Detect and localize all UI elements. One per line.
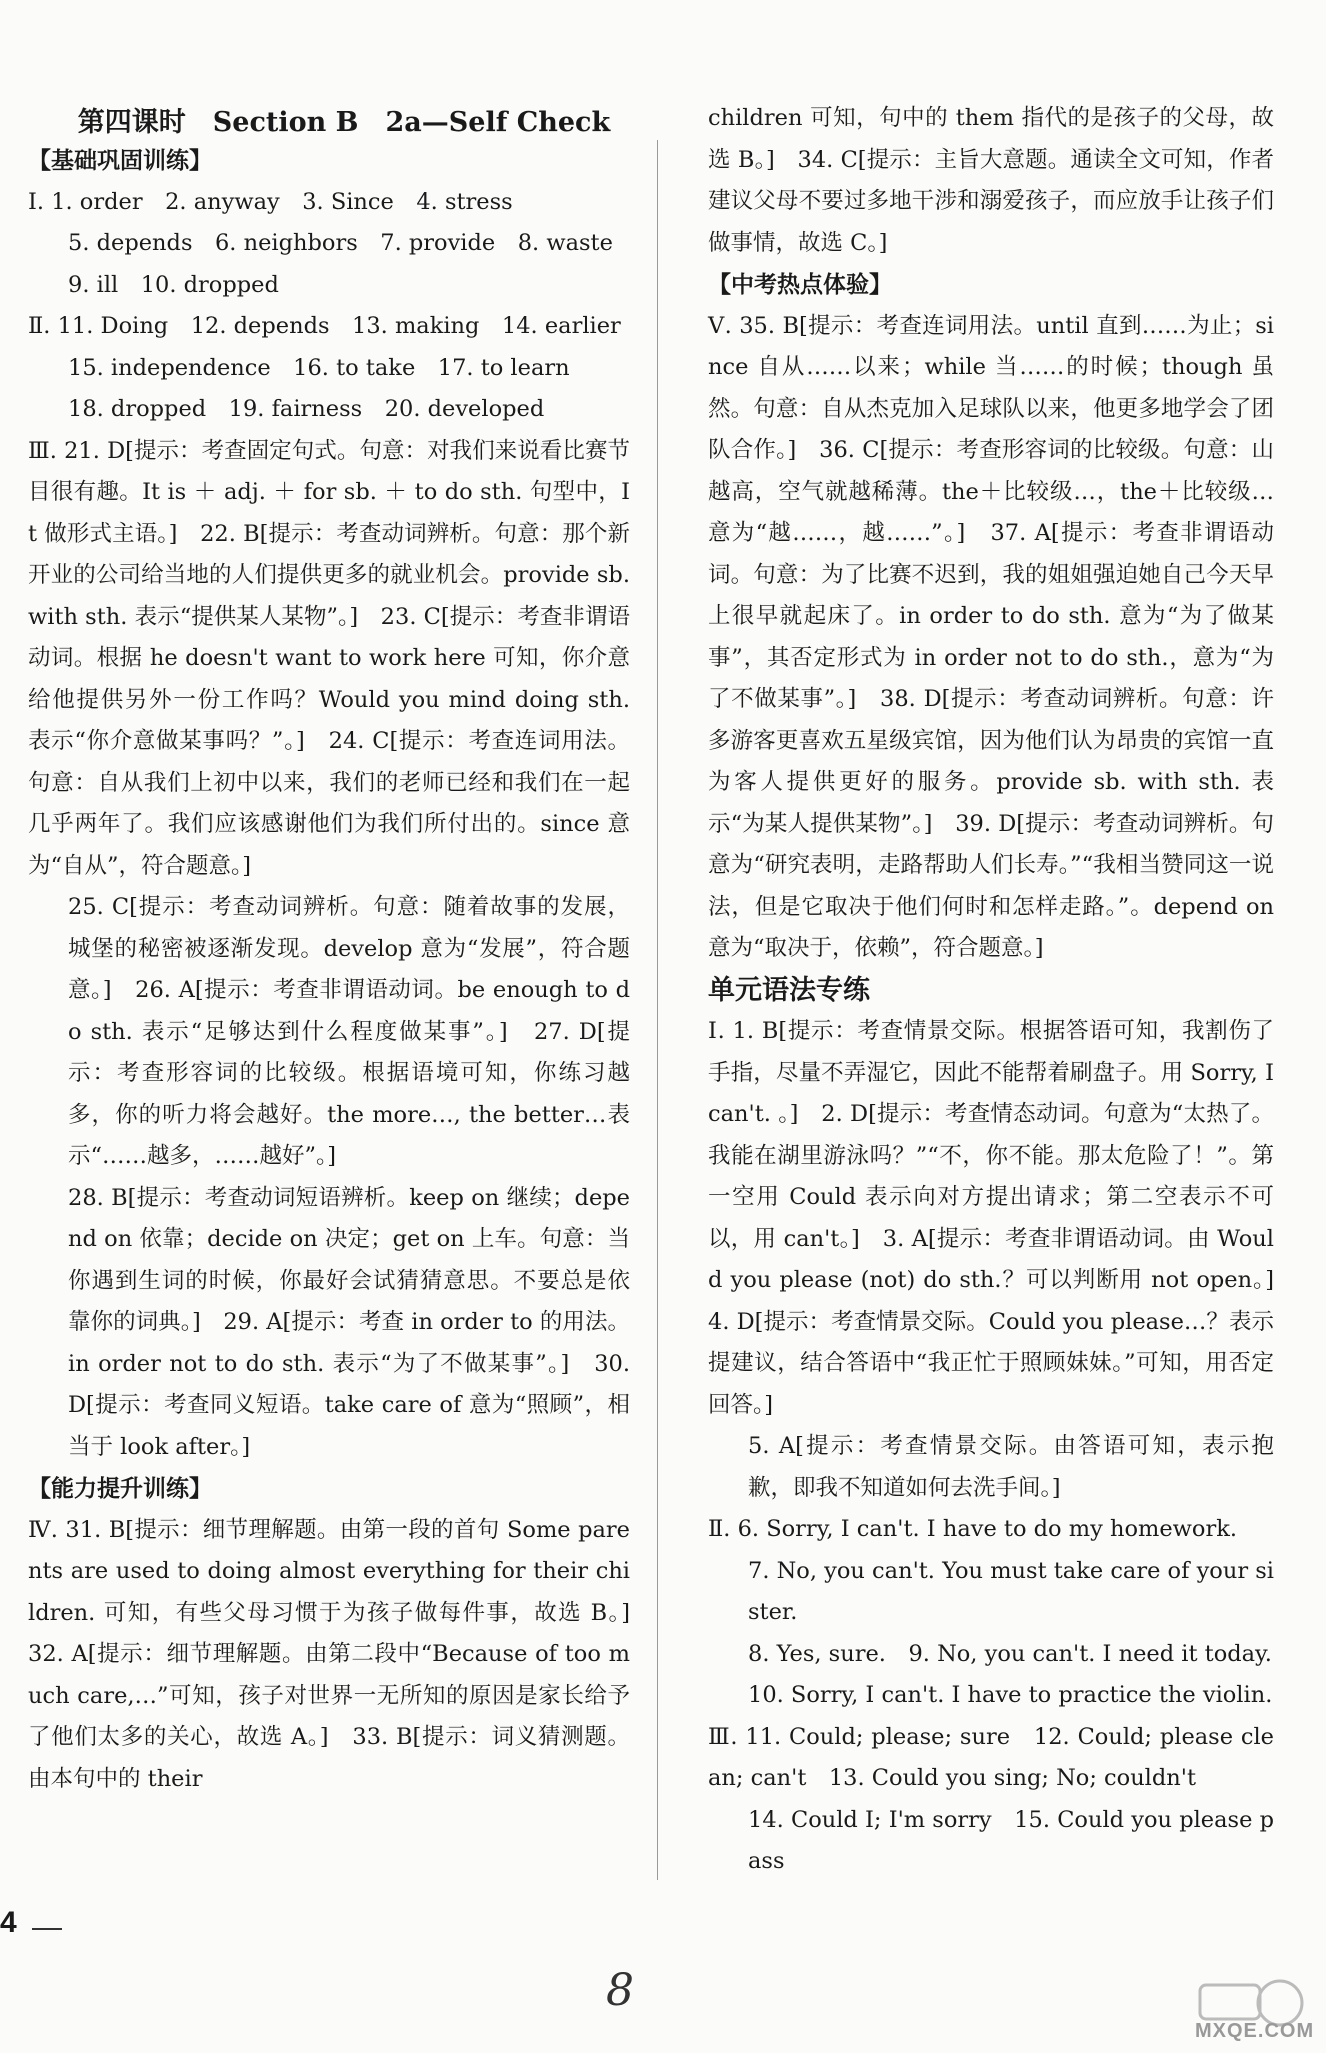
right-column	[708, 98, 1297, 1883]
answer-paragraph: 25. C[提示：考查动词辨析。句意：随着故事的发展，城堡的秘密被逐渐发现。develop 意为“发展”，符合题意。] 26. A[提示：考查非谓语动词。be enough to do sth. 表示“足够达到什么程度做某事”。] 27. D[提示：考查形容词的比较级。根据语境可知，你练习越多，你的听力将会越好。the more…, the better…表示“……越多，……越好”。]	[68, 894, 630, 1169]
answer-paragraph: Ⅰ. 1. order 2. anyway 3. Since 4. stress	[28, 188, 513, 215]
left-column	[28, 140, 653, 1800]
watermark-text: MXQE.COM	[1195, 2020, 1315, 2042]
section-heading: 【能力提升训练】	[28, 1475, 212, 1502]
answer-paragraph: Ⅲ. 21. D[提示：考查固定句式。句意：对我们来说看比赛节目很有趣。It is ＋ adj. ＋ for sb. ＋ to do sth. 句型中，It 做形式主语。] 22. B[提示：考查动词辨析。句意：那个新开业的公司给当地的人们提供更多的就业机会。provide sb. with sth. 表示“提供某人某物”。] 23. C[提示：考查非谓语动词。根据 he doesn't want to work here 可知，你介意给他提供另外一份工作吗？Would you mind doing sth. 表示“你介意做某事吗？”。] 24. C[提示：考查连词用法。句意：自从我们上初中以来，我们的老师已经和我们在一起几乎两年了。我们应该感谢他们为我们所付出的。since 意为“自从”，符合题意。]	[28, 437, 630, 879]
answer-paragraph: 28. B[提示：考查动词短语辨析。keep on 继续；depend on 依靠；decide on 决定；get on 上车。句意：当你遇到生词的时候，你最好会试猜猜意思。不要总是依靠你的词典。] 29. A[提示：考查 in order to 的用法。in order not to do sth. 表示“为了不做某事”。] 30. D[提示：考查同义短语。take care of 意为“照顾”，相当于 look after。]	[68, 1184, 630, 1460]
answer-paragraph: Ⅱ. 6. Sorry, I can't. I have to do my homework.	[708, 1516, 1237, 1542]
section-heading: 【中考热点体验】	[708, 271, 892, 298]
answer-paragraph: children 可知，句中的 them 指代的是孩子的父母，故选 B。] 34. C[提示：主旨大意题。通读全文可知，作者建议父母不要过多地干涉和溺爱孩子，而应放手让孩子们做事情，故选 C。]	[708, 105, 1274, 256]
page-number: 4	[0, 1906, 17, 1939]
answer-paragraph: Ⅳ. 31. B[提示：细节理解题。由第一段的首句 Some parents are used to doing almost everything for their children. 可知，有些父母习惯于为孩子做每件事，故选 B。] 32. A[提示：细节理解题。由第二段中“Because of too much care,…”可知，孩子对世界一无所知的原因是家长给予了他们太多的关心，故选 A。] 33. B[提示：词义猜测题。由本句中的 their	[28, 1516, 653, 1792]
answer-paragraph: 8. Yes, sure. 9. No, you can't. I need it today.	[748, 1640, 1272, 1667]
column-divider	[657, 140, 658, 1880]
page-title: 第四课时 Section B 2a—Self Check	[77, 107, 611, 138]
page-number-rule	[32, 1928, 62, 1930]
answer-paragraph: 5. depends 6. neighbors 7. provide 8. waste	[68, 230, 613, 256]
answer-paragraph: Ⅱ. 11. Doing 12. depends 13. making 14. earlier	[28, 313, 621, 339]
answer-paragraph: Ⅴ. 35. B[提示：考查连词用法。until 直到……为止；since 自从……以来；while 当……的时候；though 虽然。句意：自从杰克加入足球队以来，他更多地学会了团队合作。] 36. C[提示：考查形容词的比较级。句意：山越高，空气就越稀薄。the＋比较级…，the＋比较级…意为“越……，越……”。] 37. A[提示：考查非谓语动词。句意：为了比赛不迟到，我的姐姐强迫她自己今天早上很早就起床了。in order to do sth. 意为“为了做某事”，其否定形式为 in order not to do sth.，意为“为了不做某事”。] 38. D[提示：考查动词辨析。句意：许多游客更喜欢五星级宾馆，因为他们认为昂贵的宾馆一直为客人提供更好的服务。provide sb. with sth. 表示“为某人提供某物”。] 39. D[提示：考查动词辨析。句意为“研究表明，走路帮助人们长寿。”“我相当赞同这一说法，但是它取决于他们何时和怎样走路。”。depend on 意为“取决于，依赖”，符合题意。]	[708, 312, 1274, 961]
answer-paragraph: 14. Could I; I'm sorry 15. Could you please pass	[748, 1806, 1274, 1874]
answer-paragraph: 18. dropped 19. fairness 20. developed	[68, 396, 545, 422]
answer-paragraph: 9. ill 10. dropped	[68, 271, 279, 298]
answer-paragraph: 10. Sorry, I can't. I have to practice the violin.	[748, 1682, 1273, 1708]
answer-paragraph: Ⅰ. 1. B[提示：考查情景交际。根据答语可知，我割伤了手指，尽量不弄湿它，因此不能帮着刷盘子。用 Sorry, I can't. 。] 2. D[提示：考查情态动词。句意为“太热了。我能在湖里游泳吗？”“不，你不能。那太危险了！”。第一空用 Could 表示向对方提出请求；第二空表示不可以，用 can't。] 3. A[提示：考查非谓语动词。由 Would you please (not) do sth.？可以判断用 not open。] 4. D[提示：考查情景交际。Could you please…？表示提建议，结合答语中“我正忙于照顾妹妹。”可知，用否定回答。]	[708, 1018, 1297, 1418]
answer-paragraph: 15. independence 16. to take 17. to learn	[68, 354, 570, 381]
answer-paragraph: Ⅲ. 11. Could; please; sure 12. Could; please clean; can't 13. Could you sing; No; couldn't	[708, 1723, 1274, 1791]
answer-paragraph: 5. A[提示：考查情景交际。由答语可知，表示抱歉，即我不知道如何去洗手间。]	[748, 1433, 1274, 1501]
answer-paragraph: 7. No, you can't. You must take care of your sister.	[748, 1557, 1274, 1625]
section-heading: 【基础巩固训练】	[28, 147, 212, 174]
handwritten-mark: 8	[606, 1965, 634, 2016]
unit-heading: 单元语法专练	[708, 974, 870, 1006]
